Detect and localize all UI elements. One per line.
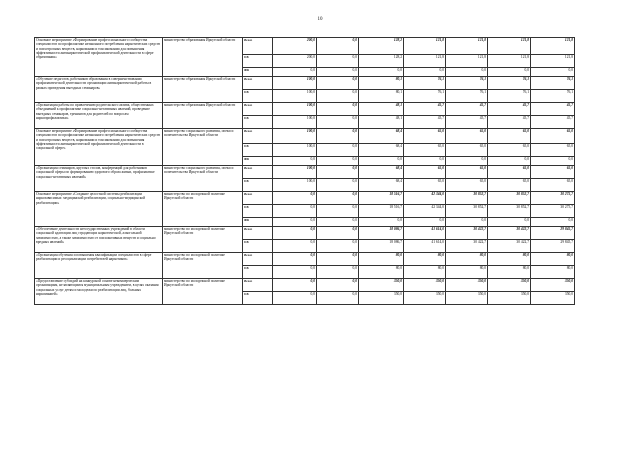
amount-cell: 0,0 [488,68,531,77]
amount-cell: 80,0 [531,266,575,279]
amount-cell: 30 422,7 [446,240,488,253]
amount-cell: 30 852,7 [488,205,531,218]
amount-cell: 42 344,0 [404,205,446,218]
amount-cell: 0,0 [317,116,359,129]
amount-cell: 30 852,7 [446,205,488,218]
amount-cell: 350,0 [446,292,488,305]
amount-cell: 48,1 [359,103,404,116]
amount-cell: 45,7 [404,116,446,129]
executor-name: министерство по молодежной политике Иркутской области [163,227,243,253]
amount-cell: 68,4 [359,144,404,157]
activity-name: «Предоставление субсидий на конкурсной основе некоммерческим организациям, не являющимся муниципальным учреждением, в целях оказания социальных услуг детям и молодежи по реабилитации лиц, больных наркоманией» [35,279,163,305]
amount-cell: 18 086,7 [359,227,404,240]
executor-name: министерство социального развития, опеки и попечительства Иркутской области [163,129,243,166]
funding-source: ОБ [243,179,273,192]
funding-source: Всего [243,279,273,292]
amount-cell: 0,0 [273,157,317,166]
amount-cell: 121,8 [531,55,575,68]
amount-cell: 0,0 [317,68,359,77]
funding-source: Всего [243,227,273,240]
amount-cell: 0,0 [317,129,359,144]
amount-cell: 65,0 [446,179,488,192]
amount-cell: 0,0 [273,292,317,305]
executor-name: министерство образования Иркутской области [163,103,243,129]
amount-cell: 0,0 [273,266,317,279]
amount-cell: 65,0 [488,129,531,144]
amount-cell: 121,8 [404,38,446,55]
activity-name: Основное мероприятие «Формирование профессионального сообщества специалистов по профилактике незаконного потребления наркотических средств и психотропных веществ, наркомании и токсикомании для повышения эффективности антинаркотической профилактической деятельности в сфере образования» [35,38,163,77]
amount-cell: 76,1 [446,90,488,103]
amount-cell: 0,0 [359,68,404,77]
amount-cell: 65,0 [404,129,446,144]
amount-cell: 80,0 [531,253,575,266]
activity-name: «Обучение педагогов, работников образования в совершенствовании профилактической деятельности организации антинаркотической работы в рамках проведения выездных семинаров» [35,77,163,103]
funding-source: Всего [243,192,273,205]
amount-cell: 0,0 [273,68,317,77]
amount-cell: 0,0 [317,157,359,166]
amount-cell: 65,0 [404,166,446,179]
amount-cell: 0,0 [317,192,359,205]
activity-name: «Обеспечение деятельности негосударственных учреждений в области социальной адаптации лиц страдающих наркотической, алкогольной зависимостью, а также зависимостью от психоактивных веществ и социально вредных явлений» [35,227,163,253]
amount-cell: 65,0 [404,144,446,157]
funding-source: ОБ [243,116,273,129]
amount-cell: 200,0 [273,55,317,68]
amount-cell: 80,0 [359,266,404,279]
budget-table [34,37,575,305]
amount-cell: 30 852,7 [446,192,488,205]
activity-name: «Организация обучения и повышения квалификации специалистов в сфере реабилитации и ресоциализации потребителей наркотиков» [35,253,163,279]
executor-name: министерство по молодежной политике Иркутской области [163,253,243,279]
amount-cell: 0,0 [531,218,575,227]
amount-cell: 128,2 [359,55,404,68]
amount-cell: 121,8 [446,55,488,68]
amount-cell: 350,0 [488,292,531,305]
funding-source: ОБ [243,205,273,218]
amount-cell: 76,1 [488,90,531,103]
amount-cell: 350,0 [404,292,446,305]
amount-cell: 0,0 [446,157,488,166]
amount-cell: 0,0 [488,218,531,227]
amount-cell: 30 422,7 [488,240,531,253]
amount-cell: 350,0 [488,279,531,292]
amount-cell: 65,0 [531,166,575,179]
amount-cell: 30 422,7 [488,227,531,240]
amount-cell: 0,0 [317,266,359,279]
table-row [35,279,575,292]
amount-cell: 76,1 [404,90,446,103]
amount-cell: 18 516,7 [359,192,404,205]
amount-cell: 0,0 [404,218,446,227]
amount-cell: 0,0 [273,279,317,292]
executor-name: министерство образования Иркутской области [163,77,243,103]
table-row [35,103,575,116]
amount-cell: 45,7 [488,116,531,129]
amount-cell: 0,0 [488,157,531,166]
amount-cell: 45,7 [446,103,488,116]
amount-cell: 0,0 [446,68,488,77]
funding-source: ОБ [243,144,273,157]
amount-cell: 45,7 [488,103,531,116]
funding-source: ФБ [243,68,273,77]
activity-name: Основное мероприятие «Создание целостной системы реабилитации наркозависимых: медицинской реабилитации, социально-медицинской реабилитации» [35,192,163,227]
amount-cell: 121,8 [404,55,446,68]
amount-cell: 65,0 [404,179,446,192]
amount-cell: 76,1 [531,90,575,103]
activity-name: «Организация семинаров, круглых столов, конференций для работников социальной сферы по формированию здорового образа жизни, профилактике социально-негативных явлений» [35,166,163,192]
amount-cell: 65,0 [531,144,575,157]
amount-cell: 0,0 [446,218,488,227]
amount-cell: 45,7 [404,103,446,116]
amount-cell: 100,0 [273,179,317,192]
amount-cell: 0,0 [404,68,446,77]
amount-cell: 128,2 [359,38,404,55]
amount-cell: 350,0 [531,292,575,305]
amount-cell: 0,0 [273,205,317,218]
amount-cell: 0,0 [273,218,317,227]
amount-cell: 0,0 [273,253,317,266]
amount-cell: 100,0 [273,77,317,90]
amount-cell: 100,0 [273,103,317,116]
amount-cell: 0,0 [317,292,359,305]
amount-cell: 65,0 [531,179,575,192]
executor-name: министерство по молодежной политике Иркутской области [163,279,243,305]
amount-cell: 0,0 [317,205,359,218]
amount-cell: 45,7 [531,103,575,116]
amount-cell: 45,7 [531,116,575,129]
amount-cell: 100,0 [273,90,317,103]
funding-source: ОБ [243,90,273,103]
amount-cell: 18 516,7 [359,205,404,218]
amount-cell: 80,0 [446,266,488,279]
amount-cell: 65,0 [488,179,531,192]
amount-cell: 80,0 [359,253,404,266]
amount-cell: 48,1 [359,116,404,129]
amount-cell: 68,4 [359,129,404,144]
funding-source: ОБ [243,292,273,305]
amount-cell: 0,0 [317,166,359,179]
amount-cell: 0,0 [404,157,446,166]
funding-source: ОБ [243,55,273,68]
amount-cell: 0,0 [317,38,359,55]
table-row [35,227,575,240]
amount-cell: 68,4 [359,179,404,192]
amount-cell: 76,1 [488,77,531,90]
amount-cell: 350,0 [359,292,404,305]
amount-cell: 100,0 [273,166,317,179]
amount-cell: 0,0 [317,103,359,116]
amount-cell: 68,4 [359,166,404,179]
amount-cell: 0,0 [273,227,317,240]
amount-cell: 350,0 [404,279,446,292]
amount-cell: 30 275,7 [531,192,575,205]
executor-name: министерство социального развития, опеки и попечительства Иркутской области [163,166,243,192]
funding-source: Всего [243,77,273,90]
amount-cell: 65,0 [488,166,531,179]
amount-cell: 80,0 [446,253,488,266]
amount-cell: 65,0 [446,129,488,144]
amount-cell: 350,0 [359,279,404,292]
amount-cell: 0,0 [273,192,317,205]
amount-cell: 0,0 [317,90,359,103]
table-row [35,253,575,266]
table-row [35,166,575,179]
page-number: 10 [317,17,323,22]
amount-cell: 41 614,0 [404,240,446,253]
table-body [35,38,575,305]
amount-cell: 100,0 [273,116,317,129]
amount-cell: 121,8 [488,55,531,68]
amount-cell: 121,8 [531,38,575,55]
amount-cell: 80,0 [488,266,531,279]
funding-source: Всего [243,166,273,179]
amount-cell: 29 845,7 [531,227,575,240]
table-row [35,129,575,144]
funding-source: ФБ [243,218,273,227]
amount-cell: 0,0 [317,240,359,253]
funding-source: Всего [243,129,273,144]
amount-cell: 45,7 [446,116,488,129]
funding-source: Всего [243,103,273,116]
amount-cell: 80,1 [359,90,404,103]
amount-cell: 121,8 [488,38,531,55]
funding-source: ФБ [243,157,273,166]
amount-cell: 30 852,7 [488,192,531,205]
table-row [35,192,575,205]
table-row [35,38,575,55]
amount-cell: 30 275,7 [531,205,575,218]
amount-cell: 0,0 [359,157,404,166]
amount-cell: 65,0 [446,144,488,157]
funding-source: Всего [243,253,273,266]
amount-cell: 80,0 [404,253,446,266]
amount-cell: 65,0 [446,166,488,179]
amount-cell: 0,0 [317,279,359,292]
amount-cell: 18 086,7 [359,240,404,253]
executor-name: министерство по молодежной политике Иркутской области [163,192,243,227]
amount-cell: 76,1 [404,77,446,90]
table-row [35,77,575,90]
amount-cell: 30 422,7 [446,227,488,240]
amount-cell: 80,0 [488,253,531,266]
funding-source: ОБ [243,240,273,253]
amount-cell: 0,0 [317,218,359,227]
amount-cell: 76,1 [446,77,488,90]
amount-cell: 42 344,0 [404,192,446,205]
amount-cell: 80,1 [359,77,404,90]
amount-cell: 0,0 [317,55,359,68]
amount-cell: 65,0 [531,129,575,144]
amount-cell: 41 614,0 [404,227,446,240]
amount-cell: 76,1 [531,77,575,90]
amount-cell: 29 845,7 [531,240,575,253]
amount-cell: 0,0 [359,218,404,227]
amount-cell: 0,0 [317,253,359,266]
funding-source: ОБ [243,266,273,279]
amount-cell: 80,0 [404,266,446,279]
amount-cell: 100,0 [273,144,317,157]
amount-cell: 350,0 [446,279,488,292]
amount-cell: 65,0 [488,144,531,157]
amount-cell: 0,0 [317,77,359,90]
executor-name: министерство образования Иркутской области [163,38,243,77]
amount-cell: 0,0 [531,157,575,166]
amount-cell: 0,0 [317,144,359,157]
activity-name: Основное мероприятие «Формирование профессионального сообщества специалистов по профилактике незаконного потребления наркотических средств и психотропных веществ, наркомании и токсикомании для повышения эффективности антинаркотической профилактической деятельности в социальной сфере» [35,129,163,166]
amount-cell: 0,0 [273,240,317,253]
amount-cell: 350,0 [531,279,575,292]
amount-cell: 0,0 [317,227,359,240]
funding-source: Всего [243,38,273,55]
amount-cell: 0,0 [531,68,575,77]
activity-name: «Организация работы по привлечению родительского актива, общественных объединений к профилактике социально-негативных явлений, проведение выездных семинаров, тренингов для родителей по вопросам наркопрофилактики» [35,103,163,129]
amount-cell: 200,0 [273,38,317,55]
amount-cell: 100,0 [273,129,317,144]
amount-cell: 121,8 [446,38,488,55]
amount-cell: 0,0 [317,179,359,192]
